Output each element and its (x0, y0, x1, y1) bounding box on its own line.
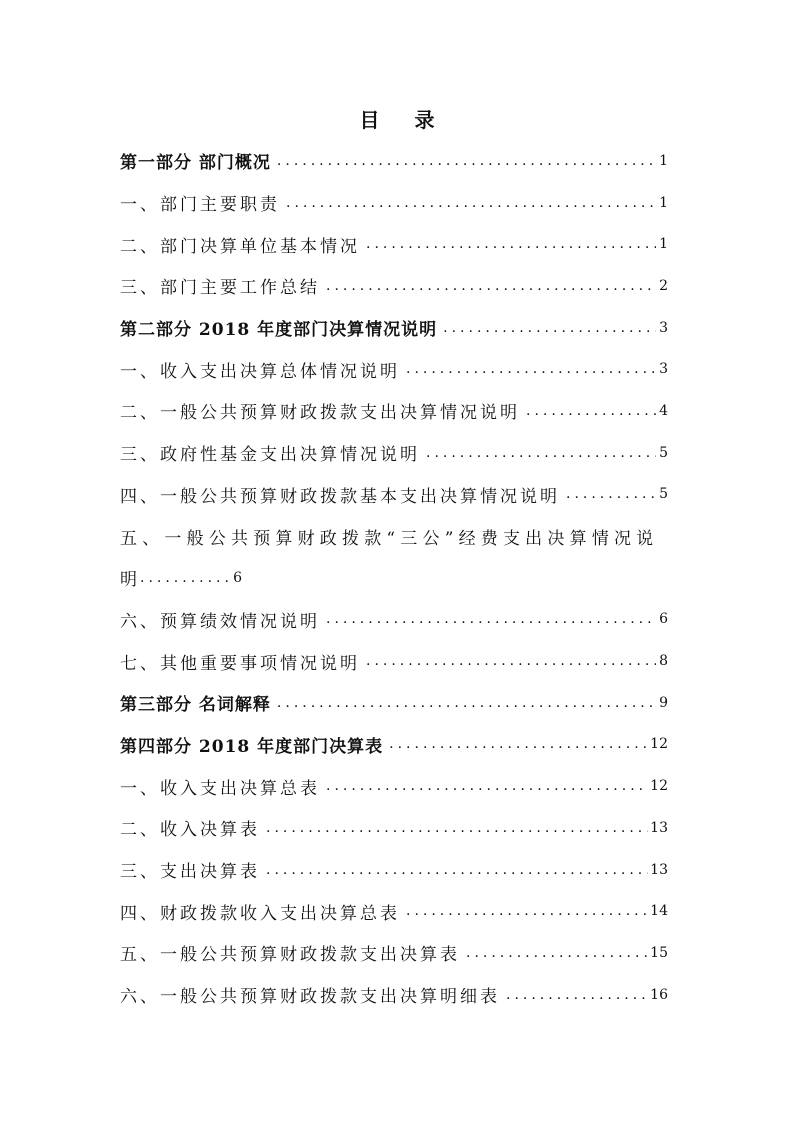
toc-entry-label: 五、一般公共预算财政拨款支出决算表 (120, 945, 460, 966)
toc-entry[interactable] (120, 974, 668, 1016)
toc-entry[interactable] (120, 765, 668, 807)
dot-leader (406, 361, 656, 377)
toc-entry-label: 七、其他重要事项情况说明 (120, 653, 360, 674)
toc-entry-label: 三、支出决算表 (120, 862, 260, 883)
dot-leader (326, 611, 656, 627)
toc-entry-continuation[interactable] (120, 557, 668, 599)
toc-entry-label: 一、部门主要职责 (120, 195, 280, 216)
toc-entry-page: 1 (659, 194, 668, 211)
toc-entry-label: 六、预算绩效情况说明 (120, 611, 320, 632)
dot-leader (389, 736, 648, 752)
dot-leader (266, 862, 648, 878)
toc-entry[interactable] (120, 599, 668, 641)
toc-entry-label: 三、政府性基金支出决算情况说明 (120, 445, 420, 466)
toc-entry[interactable] (120, 932, 668, 974)
toc-entry-page: 4 (659, 402, 668, 419)
toc-entry-page: 9 (659, 694, 668, 711)
toc-entry-label: 第一部分 部门概况 (120, 153, 271, 174)
toc-entry-label: 六、一般公共预算财政拨款支出决算明细表 (120, 987, 500, 1008)
toc-entry-label: 三、部门主要工作总结 (120, 278, 320, 299)
toc-entry-label: 一、收入支出决算总体情况说明 (120, 361, 400, 382)
toc-entry[interactable] (120, 432, 668, 474)
dot-leader (326, 778, 648, 794)
dot-leader (366, 653, 656, 669)
dot-leader (506, 987, 648, 1003)
toc-entry[interactable] (120, 265, 668, 307)
dot-leader (277, 153, 656, 169)
toc-entry[interactable] (120, 682, 668, 724)
dot-leader (326, 278, 656, 294)
toc-entry[interactable] (120, 390, 668, 432)
dot-leader (277, 695, 656, 711)
toc-entry-page: 6 (659, 611, 668, 628)
toc-entry-label: 四、一般公共预算财政拨款基本支出决算情况说明 (120, 486, 560, 507)
toc-entry-label: 二、一般公共预算财政拨款支出决算情况说明 (120, 403, 520, 424)
toc-entry-label: 第四部分 2018 年度部门决算表 (120, 736, 384, 757)
toc-entry-page: 3 (659, 319, 668, 336)
toc-list (120, 140, 668, 1015)
toc-entry-page: 12 (650, 778, 668, 795)
toc-entry[interactable] (120, 474, 668, 516)
toc-entry-label: 四、财政拨款收入支出决算总表 (120, 903, 400, 924)
toc-entry-page: 13 (650, 861, 668, 878)
dot-leader (443, 320, 656, 336)
toc-entry-label: 五、一般公共预算财政拨款“三公”经费支出决算情况说 (120, 528, 659, 549)
toc-entry[interactable] (120, 182, 668, 224)
toc-entry[interactable] (120, 890, 668, 932)
toc-entry[interactable] (120, 307, 668, 349)
toc-entry-page: 6 (233, 569, 242, 586)
toc-entry-page: 5 (659, 444, 668, 461)
toc-entry-page: 14 (650, 903, 668, 920)
toc-entry-page: 16 (650, 986, 668, 1003)
toc-entry[interactable] (120, 724, 668, 766)
dot-leader (366, 236, 656, 252)
toc-entry-page: 8 (659, 653, 668, 670)
toc-entry-label-continuation: 明 (120, 570, 140, 591)
toc-entry-label: 一、收入支出决算总表 (120, 778, 320, 799)
toc-entry-page: 5 (659, 486, 668, 503)
dot-leader (466, 945, 648, 961)
dot-leader (140, 570, 228, 586)
toc-entry-page: 15 (650, 944, 668, 961)
toc-entry-page: 12 (650, 736, 668, 753)
toc-entry[interactable] (120, 515, 668, 557)
toc-entry-label: 二、部门决算单位基本情况 (120, 236, 360, 257)
dot-leader (566, 486, 656, 502)
toc-entry[interactable] (120, 640, 668, 682)
toc-entry[interactable] (120, 140, 668, 182)
dot-leader (426, 445, 656, 461)
toc-entry-page: 2 (659, 277, 668, 294)
toc-entry[interactable] (120, 223, 668, 265)
toc-entry-label: 第三部分 名词解释 (120, 695, 271, 716)
toc-entry[interactable] (120, 849, 668, 891)
toc-entry[interactable] (120, 348, 668, 390)
dot-leader (286, 195, 656, 211)
dot-leader (266, 820, 648, 836)
toc-entry[interactable] (120, 807, 668, 849)
toc-title: 目 录 (359, 108, 449, 132)
toc-entry-page: 3 (659, 361, 668, 378)
dot-leader (406, 903, 648, 919)
toc-entry-label: 二、收入决算表 (120, 820, 260, 841)
toc-entry-page: 13 (650, 819, 668, 836)
toc-entry-label: 第二部分 2018 年度部门决算情况说明 (120, 320, 438, 341)
toc-entry-page: 1 (659, 236, 668, 253)
toc-entry-page: 1 (659, 152, 668, 169)
dot-leader (526, 403, 656, 419)
